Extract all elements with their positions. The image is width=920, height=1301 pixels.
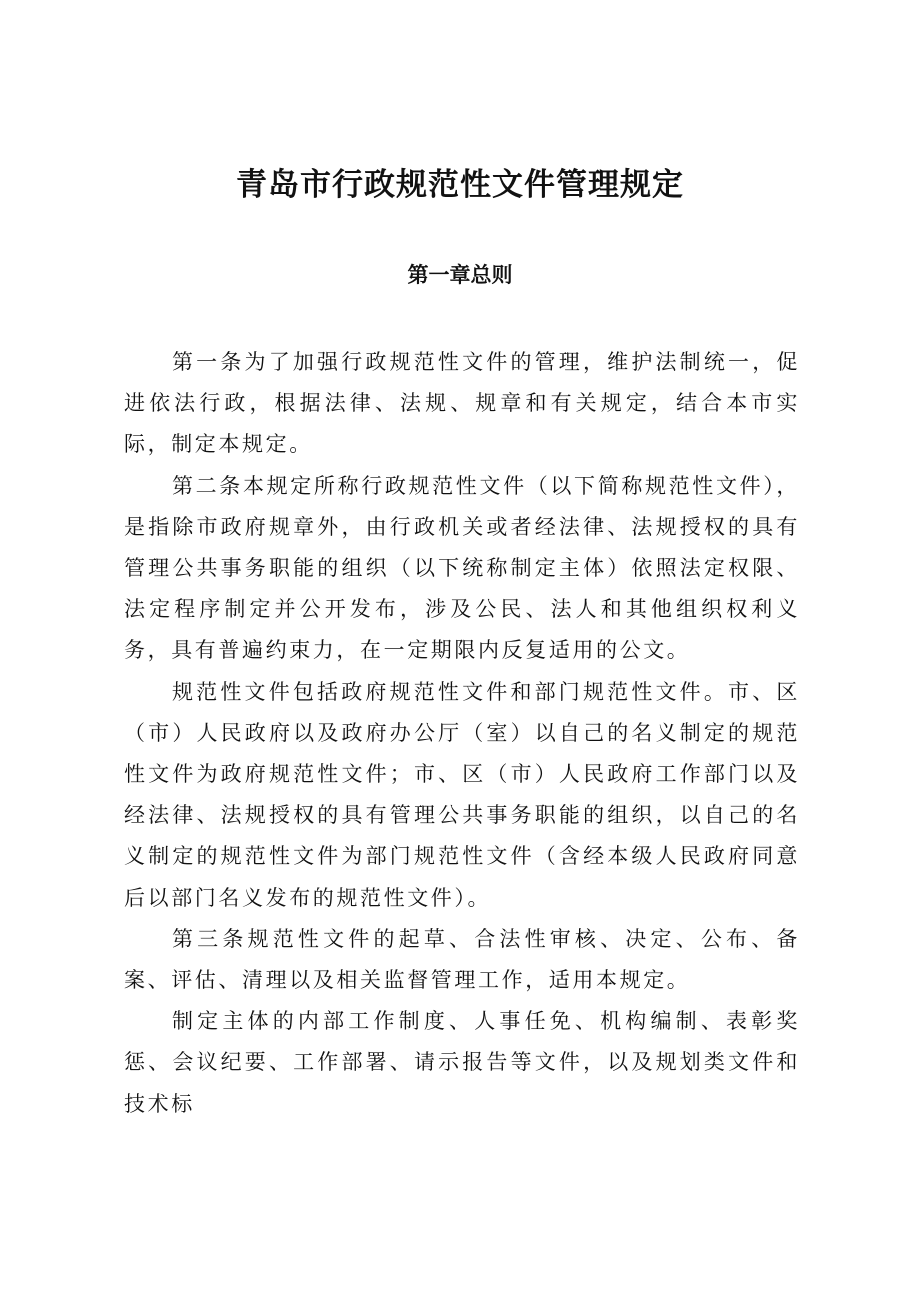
article-2-scope-paragraph: 规范性文件包括政府规范性文件和部门规范性文件。市、区（市）人民政府以及政府办公厅（室）以自己的名义制定的规范性文件为政府规范性文件；市、区（市）人民政府工作部门以及经法律、法规授权的具有管理公共事务职能的组织，以自己的名义制定的规范性文件为部门规范性文件（含经本级人民政府同意后以部门名义发布的规范性文件）。: [124, 679, 800, 910]
article-3-exclusions-paragraph: 制定主体的内部工作制度、人事任免、机构编制、表彰奖惩、会议纪要、工作部署、请示报告等文件，以及规划类文件和技术标: [124, 1009, 800, 1116]
article-2-paragraph: 第二条本规定所称行政规范性文件（以下简称规范性文件），是指除市政府规章外，由行政机关或者经法律、法规授权的具有管理公共事务职能的组织（以下统称制定主体）依照法定权限、法定程序制定并公开发布，涉及公民、法人和其他组织权利义务，具有普遍约束力，在一定期限内反复适用的公文。: [124, 473, 800, 663]
document-title: 青岛市行政规范性文件管理规定: [236, 167, 684, 203]
article-3-paragraph: 第三条规范性文件的起草、合法性审核、决定、公布、备案、评估、清理以及相关监督管理工作，适用本规定。: [124, 926, 800, 993]
chapter-heading: 第一章总则: [407, 262, 513, 287]
document-body: [124, 342, 800, 1125]
article-1-paragraph: 第一条为了加强行政规范性文件的管理，维护法制统一，促进依法行政，根据法律、法规、规章和有关规定，结合本市实际，制定本规定。: [124, 350, 800, 457]
